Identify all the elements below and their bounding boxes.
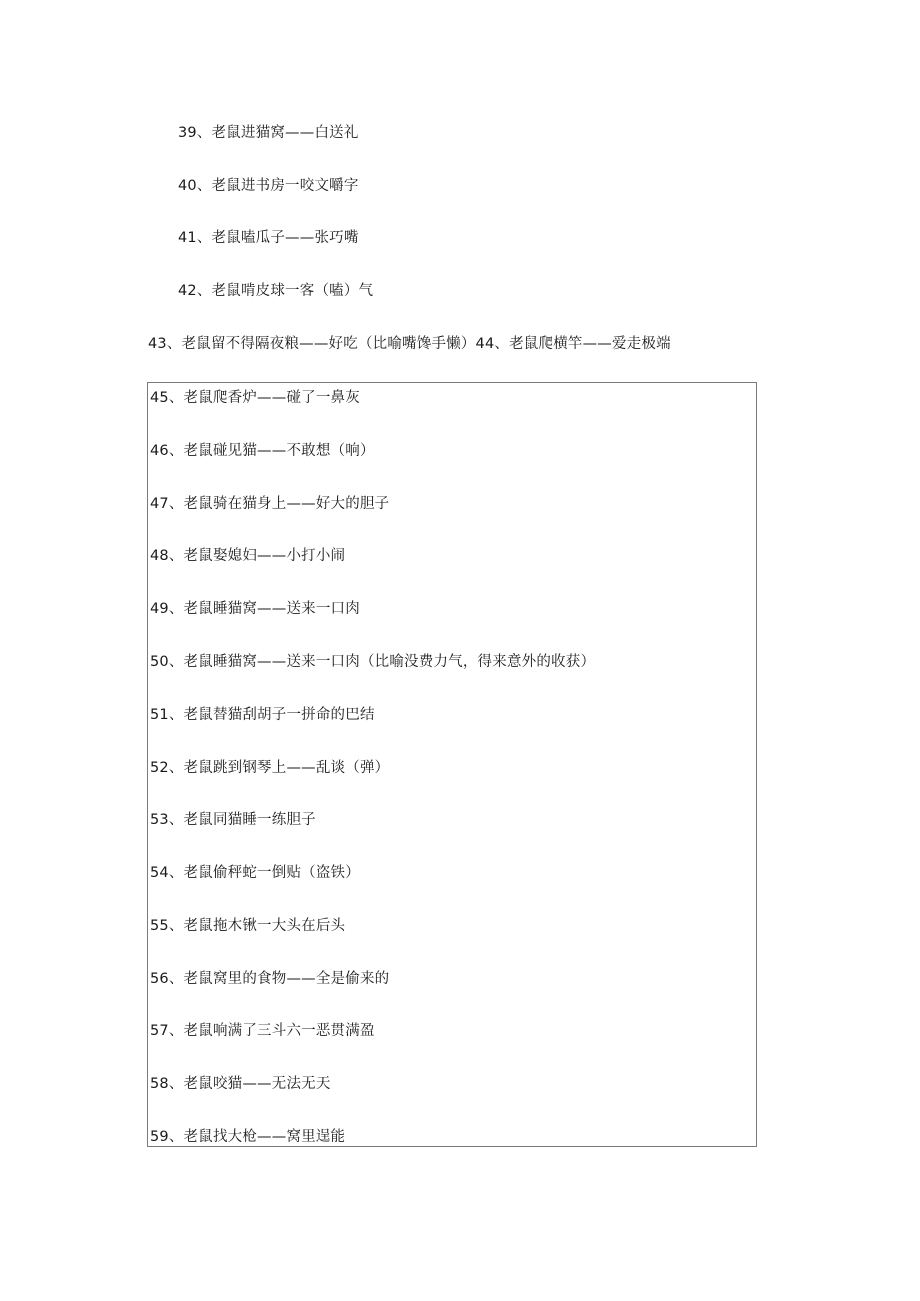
proverb-line-39: 39、老鼠进猫窝——白送礼 — [178, 125, 359, 141]
bordered-proverb-box — [147, 382, 757, 1147]
proverb-line-40: 40、老鼠进书房一咬文嚼字 — [178, 178, 359, 194]
proverb-line-54: 54、老鼠偷秤蛇一倒贴（盗铁） — [150, 865, 360, 881]
proverb-line-46: 46、老鼠碰见猫——不敢想（响） — [150, 443, 375, 459]
proverb-line-56: 56、老鼠窝里的食物——全是偷来的 — [150, 971, 390, 987]
proverb-line-59: 59、老鼠找大枪——窝里逞能 — [150, 1129, 346, 1145]
proverb-line-51: 51、老鼠替猫刮胡子一拼命的巴结 — [150, 707, 375, 723]
proverb-line-47: 47、老鼠骑在猫身上——好大的胆子 — [150, 496, 390, 512]
proverb-line-53: 53、老鼠同猫睡一练胆子 — [150, 812, 316, 828]
proverb-line-49: 49、老鼠睡猫窝——送来一口肉 — [150, 601, 360, 617]
proverb-line-50: 50、老鼠睡猫窝——送来一口肉（比喻没费力气，得来意外的收获） — [150, 654, 596, 670]
proverb-line-45: 45、老鼠爬香炉——碰了一鼻灰 — [150, 390, 360, 406]
proverb-line-48: 48、老鼠娶媳妇——小打小闹 — [150, 548, 346, 564]
proverb-line-52: 52、老鼠跳到钢琴上——乱谈（弹） — [150, 760, 390, 776]
proverb-line-42: 42、老鼠啃皮球一客（嗑）气 — [178, 283, 374, 299]
proverb-line-43-44: 43、老鼠留不得隔夜粮——好吃（比喻嘴馋手懒）44、老鼠爬横竿——爱走极端 — [148, 336, 671, 352]
proverb-line-58: 58、老鼠咬猫——无法无天 — [150, 1076, 331, 1092]
proverb-line-57: 57、老鼠响满了三斗六一恶贯满盈 — [150, 1023, 375, 1039]
proverb-line-55: 55、老鼠拖木锹一大头在后头 — [150, 918, 346, 934]
proverb-line-41: 41、老鼠嗑瓜子——张巧嘴 — [178, 230, 359, 246]
